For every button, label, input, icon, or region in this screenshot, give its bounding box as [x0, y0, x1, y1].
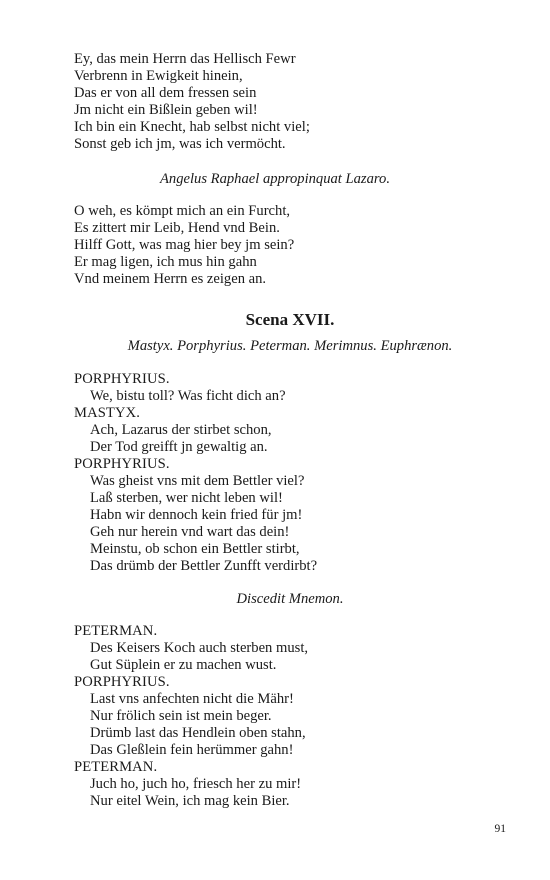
scene-persons: Mastyx. Porphyrius. Peterman. Merimnus. Euphrænon.	[127, 338, 453, 354]
speaker-name: MASTYX.	[74, 405, 140, 421]
stage-direction-exit: Discedit Mnemon.	[236, 591, 344, 607]
speaker-name: PORPHYRIUS.	[74, 674, 170, 690]
verse-line: Jm nicht ein Bißlein geben wil!	[74, 102, 258, 118]
verse-line: Des Keisers Koch auch sterben must,	[90, 640, 309, 656]
verse-line: We, bistu toll? Was ficht dich an?	[90, 388, 286, 404]
dialogue-block-one	[74, 371, 317, 575]
verse-line: Das Gleßlein fein herümmer gahn!	[90, 742, 294, 758]
verse-line: Sonst geb ich jm, was ich vermöcht.	[74, 136, 286, 152]
verse-line: Meinstu, ob schon ein Bettler stirbt,	[90, 541, 300, 557]
verse-line: Laß sterben, wer nicht leben wil!	[90, 490, 283, 506]
verse-line: Verbrenn in Ewigkeit hinein,	[74, 68, 243, 84]
verse-line: Juch ho, juch ho, friesch her zu mir!	[90, 776, 302, 792]
verse-line: Das drümb der Bettler Zunfft verdirbt?	[90, 558, 318, 574]
verse-line: Ach, Lazarus der stirbet schon,	[90, 422, 272, 438]
page-number: 91	[494, 823, 506, 835]
scene-title: Scena XVII.	[245, 310, 335, 329]
verse-line: O weh, es kömpt mich an ein Furcht,	[74, 203, 291, 219]
verse-line: Der Tod greifft jn gewaltig an.	[90, 439, 268, 455]
dialogue-block-two	[74, 623, 308, 810]
verse-line: Das er von all dem fressen sein	[74, 85, 257, 101]
speaker-name: PETERMAN.	[74, 759, 158, 775]
verse-block-top	[74, 51, 310, 153]
verse-line: Gut Süplein er zu machen wust.	[90, 657, 277, 673]
verse-line: Es zittert mir Leib, Hend vnd Bein.	[74, 220, 280, 236]
verse-line: Nur frölich sein ist mein beger.	[90, 708, 272, 724]
verse-block-second	[74, 203, 294, 288]
verse-line: Hilff Gott, was mag hier bey jm sein?	[74, 237, 295, 253]
verse-line: Nur eitel Wein, ich mag kein Bier.	[90, 793, 290, 809]
verse-line: Er mag ligen, ich mus hin gahn	[74, 254, 257, 270]
verse-line: Last vns anfechten nicht die Mähr!	[90, 691, 294, 707]
verse-line: Habn wir dennoch kein fried für jm!	[90, 507, 303, 523]
speaker-name: PORPHYRIUS.	[74, 456, 170, 472]
speaker-name: PETERMAN.	[74, 623, 158, 639]
speaker-name: PORPHYRIUS.	[74, 371, 170, 387]
verse-line: Ey, das mein Herrn das Hellisch Fewr	[74, 51, 296, 67]
verse-line: Vnd meinem Herrn es zeigen an.	[74, 271, 267, 287]
verse-line: Geh nur herein vnd wart das dein!	[90, 524, 290, 540]
verse-line: Ich bin ein Knecht, hab selbst nicht viel;	[74, 119, 310, 135]
stage-direction: Angelus Raphael appropinquat Lazaro.	[160, 171, 390, 187]
verse-line: Was gheist vns mit dem Bettler viel?	[90, 473, 305, 489]
verse-line: Drümb last das Hendlein oben stahn,	[90, 725, 306, 741]
